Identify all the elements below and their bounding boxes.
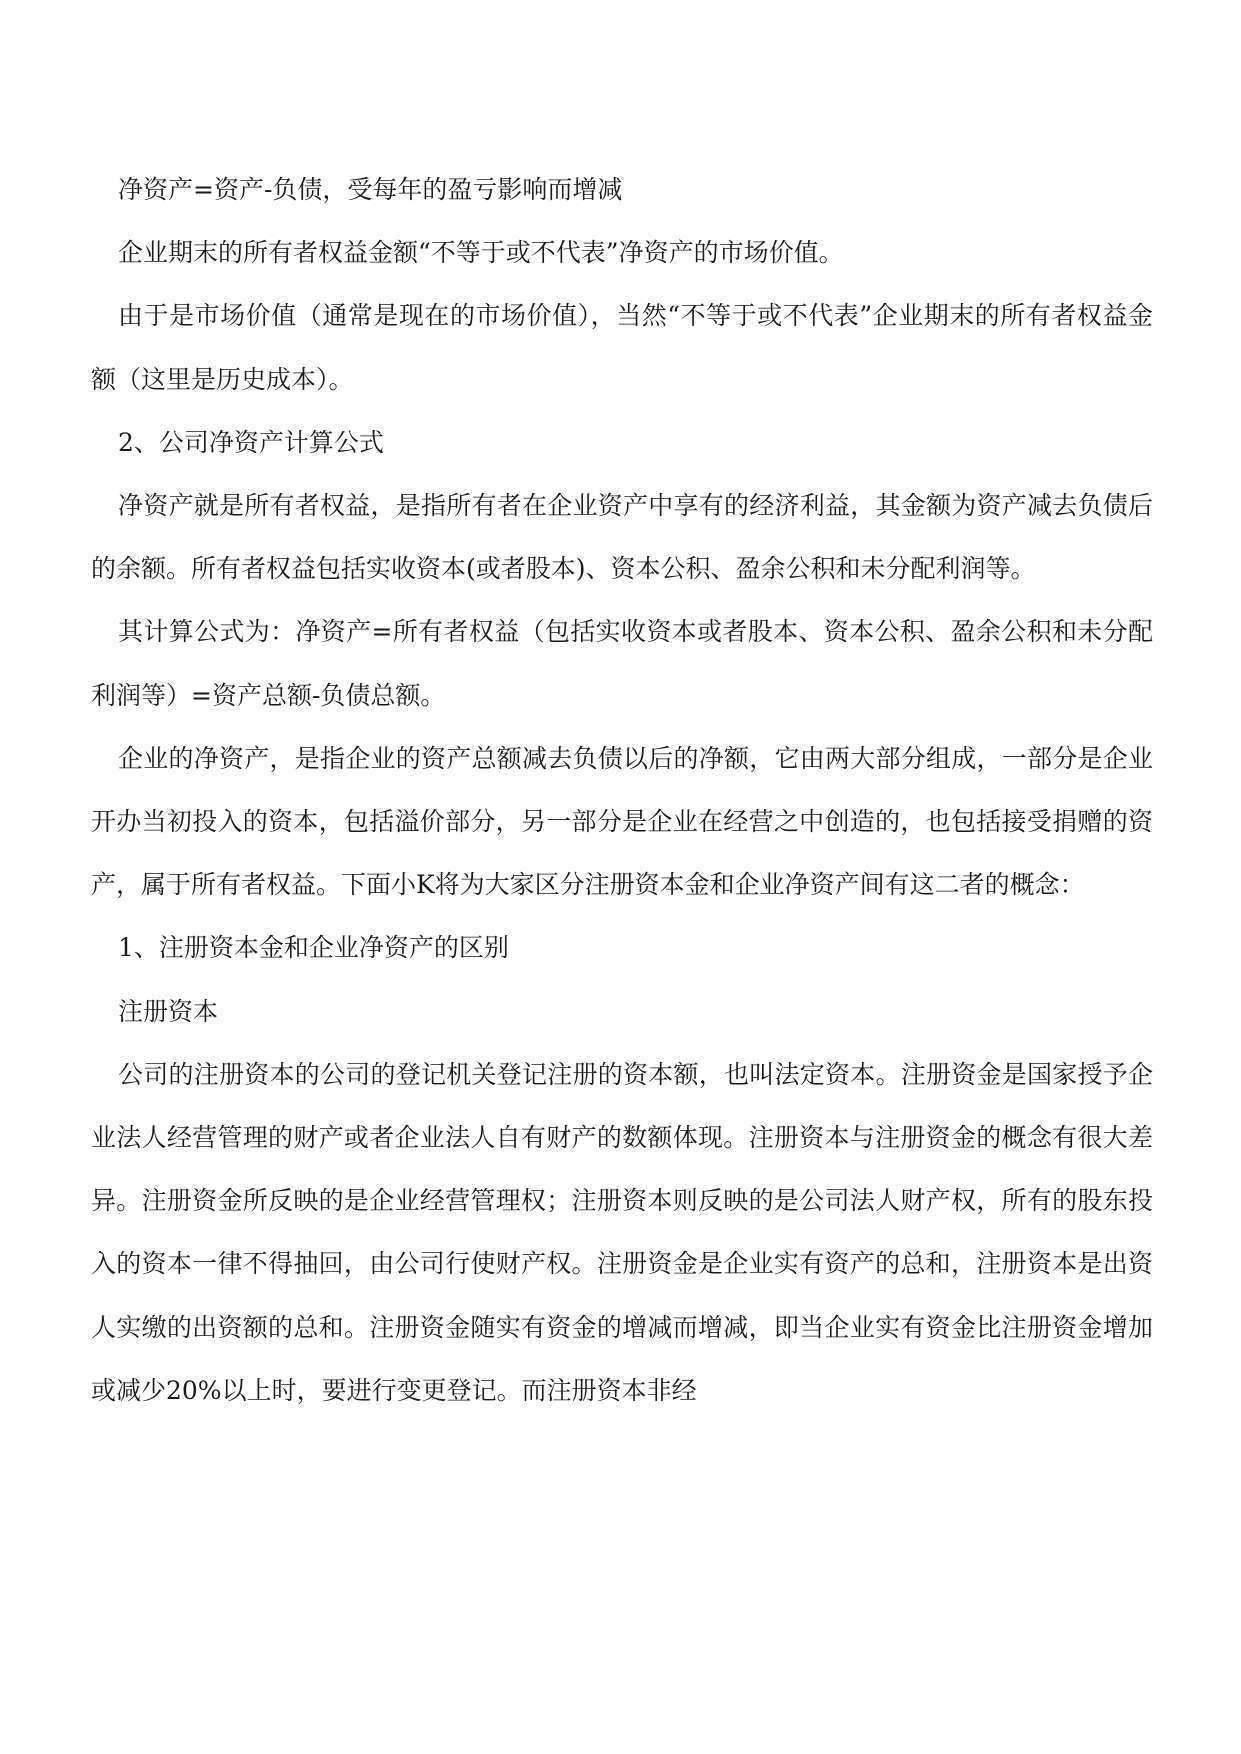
section-heading-net-assets-calculation: 2、公司净资产计算公式 (118, 427, 384, 457)
document-body (91, 158, 1153, 1422)
paragraph-net-assets-formula: 净资产=资产-负债，受每年的盈亏影响而增减 (118, 175, 623, 204)
paragraph-net-assets-definition: 净资产就是所有者权益，是指所有者在企业资产中享有的经济利益，其金额为资产减去负债后的余额。所有者权益包括实收资本(或者股本)、资本公积、盈余公积和未分配利润等。 (91, 491, 1153, 584)
paragraph-calculation-formula: 其计算公式为：净资产=所有者权益（包括实收资本或者股本、资本公积、盈余公积和未分配利润等）=资产总额-负债总额。 (91, 617, 1153, 710)
subheading-registered-capital: 注册资本 (118, 996, 219, 1026)
paragraph-market-value-vs-historical-cost: 由于是市场价值（通常是现在的市场价值），当然“不等于或不代表”企业期末的所有者权益金额（这里是历史成本）。 (91, 301, 1153, 394)
paragraph-owners-equity-market-value: 企业期末的所有者权益金额“不等于或不代表”净资产的市场价值。 (118, 238, 844, 268)
paragraph-registered-capital-definition: 公司的注册资本的公司的登记机关登记注册的资本额，也叫法定资本。注册资金是国家授予企业法人经营管理的财产或者企业法人自有财产的数额体现。注册资本与注册资金的概念有很大差异。注册资金所反映的是企业经营管理权；注册资本则反映的是公司法人财产权，所有的股东投入的资本一律不得抽回，由公司行使财产权。注册资金是企业实有资产的总和，注册资本是出资人实缴的出资额的总和。注册资金随实有资金的增减而增减，即当企业实有资金比注册资金增加或减少20%以上时，要进行变更登记。而注册资本非经 (91, 1059, 1153, 1405)
paragraph-net-assets-composition: 企业的净资产，是指企业的资产总额减去负债以后的净额，它由两大部分组成，一部分是企业开办当初投入的资本，包括溢价部分，另一部分是企业在经营之中创造的，也包括接受捐赠的资产，属于所有者权益。下面小K将为大家区分注册资本金和企业净资产间有这二者的概念： (91, 743, 1153, 900)
section-heading-registered-capital-difference: 1、注册资本金和企业净资产的区别 (118, 933, 509, 963)
